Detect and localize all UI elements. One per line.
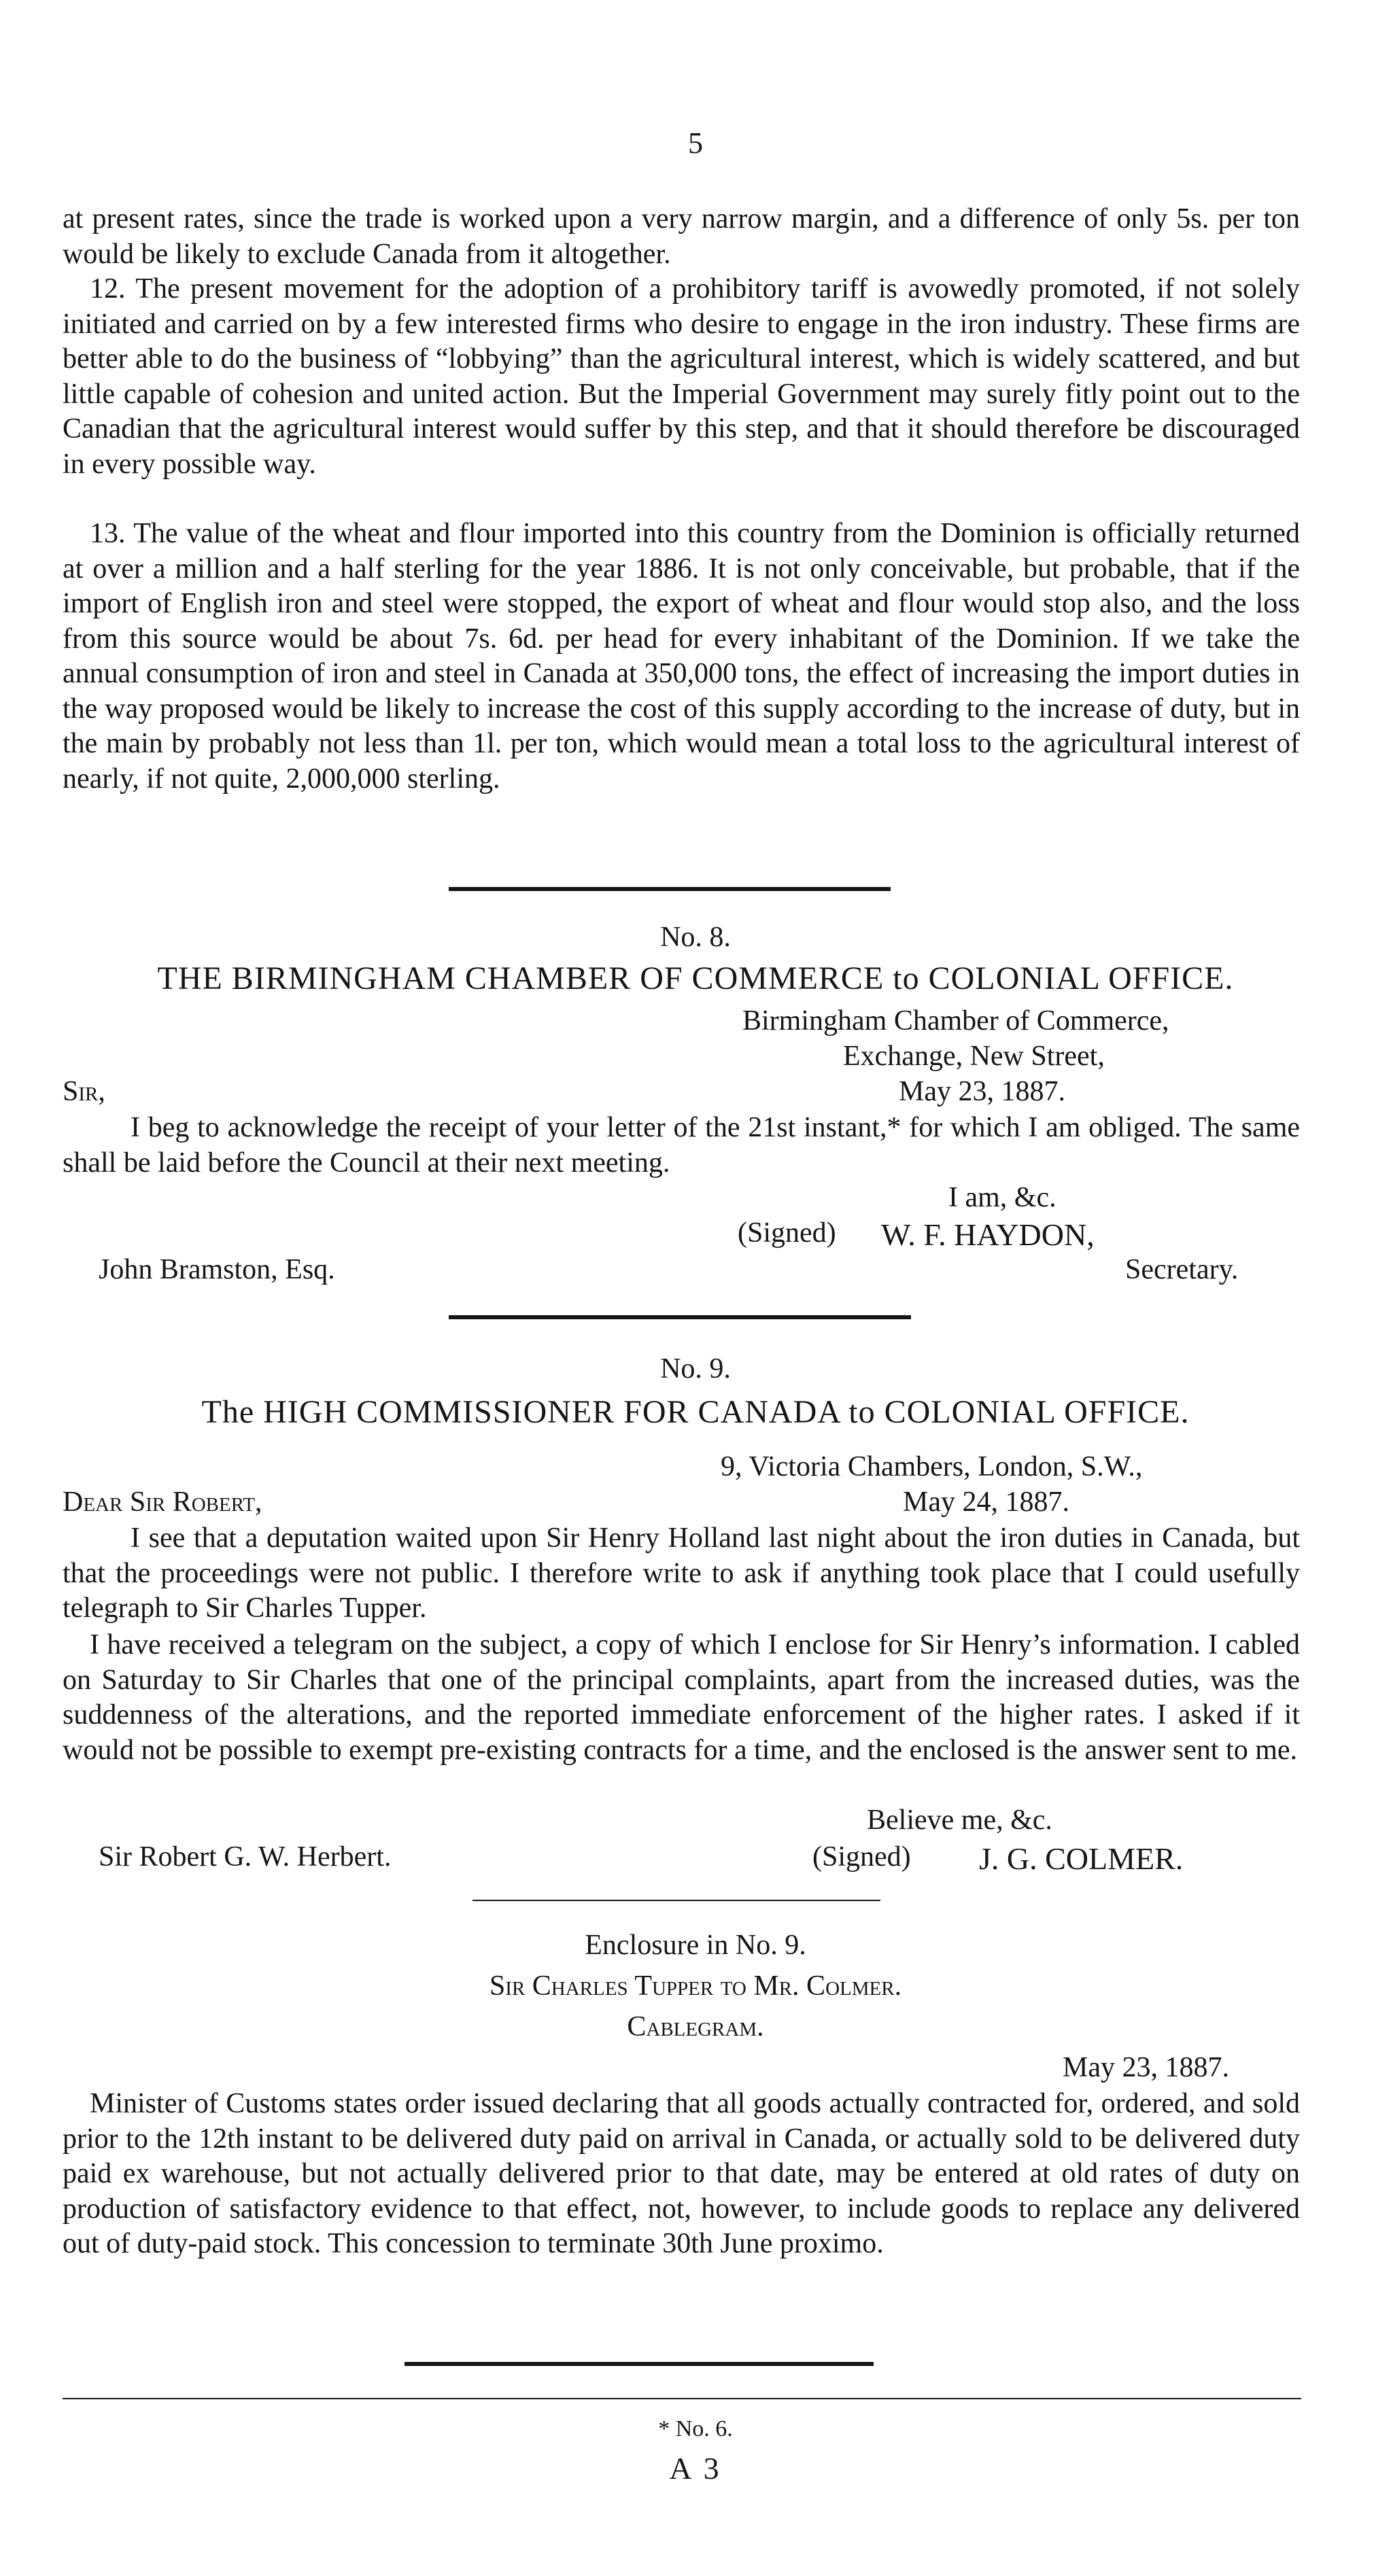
letter-number-8: No. 8. xyxy=(660,922,731,953)
addressee-9: Sir Robert G. W. Herbert. xyxy=(99,1841,392,1873)
letter-body-9-p1: I see that a deputation waited upon Sir Henry Holland last night about the iron duties in Canada, but that the proceedings were not public. I therefore write to ask if anything took place that I could usefully telegraph to Sir Charles Tupper. xyxy=(63,1522,1300,1624)
addressee-8: John Bramston, Esq. xyxy=(99,1254,335,1285)
footnote-rule xyxy=(63,2398,1301,2399)
footnote: * No. 6. xyxy=(658,2416,733,2441)
letter-body-9-p2: I have received a telegram on the subject, a copy of which I enclose for Sir Henry’s information. I cabled on Saturday to Sir Charles that one of the principal complaints, apart from the increased duties, was the suddenness of the alterations, and the reported immediate enforcement of the higher rates. I asked if it would not be possible to exempt pre-existing contracts for a time, and the enclosed is the answer sent to me. xyxy=(63,1629,1300,1766)
letter-date-9: May 24, 1887. xyxy=(903,1486,1069,1518)
section-divider xyxy=(473,1900,880,1901)
signatory-9: J. G. COLMER. xyxy=(979,1841,1184,1876)
section-divider xyxy=(449,887,891,891)
letter-body-8: I beg to acknowledge the receipt of your letter of the 21st instant,* for which I am obliged. The same shall be laid before the Council at their next meeting. xyxy=(63,1112,1300,1179)
page-number: 5 xyxy=(688,126,703,160)
enclosure-date: May 23, 1887. xyxy=(1063,2052,1229,2083)
section-divider xyxy=(405,2362,874,2366)
letter-number-9: No. 9. xyxy=(660,1353,731,1385)
signed-label-9: (Signed) xyxy=(812,1841,911,1873)
signatory-title-8: Secretary. xyxy=(1125,1254,1239,1285)
paragraph-12: 12. The present movement for the adoption of a prohibitory tariff is avowedly promoted, if not solely initiated and carried on by a few interested firms who desire to engage in the iron industry. These firms are better able to do the business of “lobbying” than the agricultural interest, which is widely scattered, and but little capable of cohesion and united action. But the Imperial Government may surely fitly point out to the Canadian that the agricultural interest would suffer by this step, and that it should therefore be discouraged in every possible way. xyxy=(63,273,1300,480)
sender-address-line2: Exchange, New Street, xyxy=(843,1041,1105,1072)
section-divider xyxy=(449,1315,911,1319)
enclosure-type: Cablegram. xyxy=(627,2011,764,2042)
closing-8: I am, &c. xyxy=(948,1182,1057,1213)
enclosure-body: Minister of Customs states order issued declaring that all goods actually contracted for, ordered, and sold prior to the 12th instant to be delivered duty paid on arrival in Canada, or actually sold to be delivered duty paid ex warehouse, but not actually delivered prior to that date, may be entered at old rates of duty on production of satisfactory evidence to that effect, not, however, to include goods to replace any delivered out of duty-paid stock. This concession to terminate 30th June proximo. xyxy=(63,2088,1300,2259)
letter-title-8: THE BIRMINGHAM CHAMBER OF COMMERCE to COLONIAL OFFICE. xyxy=(157,960,1234,996)
salutation-8: Sir, xyxy=(63,1076,105,1107)
sender-address-line1: Birmingham Chamber of Commerce, xyxy=(742,1005,1169,1037)
signature-mark: A 3 xyxy=(669,2451,722,2486)
enclosure-subheading: Sir Charles Tupper to Mr. Colmer. xyxy=(489,1970,902,2002)
letter-date-8: May 23, 1887. xyxy=(899,1076,1065,1107)
letter-title-9: The HIGH COMMISSIONER FOR CANADA to COLONIAL OFFICE. xyxy=(201,1394,1190,1430)
closing-9: Believe me, &c. xyxy=(867,1805,1052,1836)
sender-address-9: 9, Victoria Chambers, London, S.W., xyxy=(721,1451,1143,1482)
paragraph-13: 13. The value of the wheat and flour imported into this country from the Dominion is officially returned at over a million and a half sterling for the year 1886. It is not only conceivable, but probable, that if the import of English iron and steel were stopped, the export of wheat and flour would stop also, and the loss from this source would be about 7s. 6d. per head for every inhabitant of the Dominion. If we take the annual consumption of iron and steel in Canada at 350,000 tons, the effect of increasing the import duties in the way proposed would be likely to increase the cost of this supply according to the increase of duty, but in the main by probably not less than 1l. per ton, which would mean a total loss to the agricultural interest of nearly, if not quite, 2,000,000 sterling. xyxy=(63,518,1300,795)
paragraph-continuation: at present rates, since the trade is worked upon a very narrow margin, and a difference of only 5s. per ton would be likely to exclude Canada from it altogether. xyxy=(63,203,1300,270)
signatory-8: W. F. HAYDON, xyxy=(881,1217,1095,1252)
enclosure-heading: Enclosure in No. 9. xyxy=(585,1930,806,1961)
signed-label-8: (Signed) xyxy=(738,1217,836,1249)
salutation-9: Dear Sir Robert, xyxy=(63,1486,262,1518)
